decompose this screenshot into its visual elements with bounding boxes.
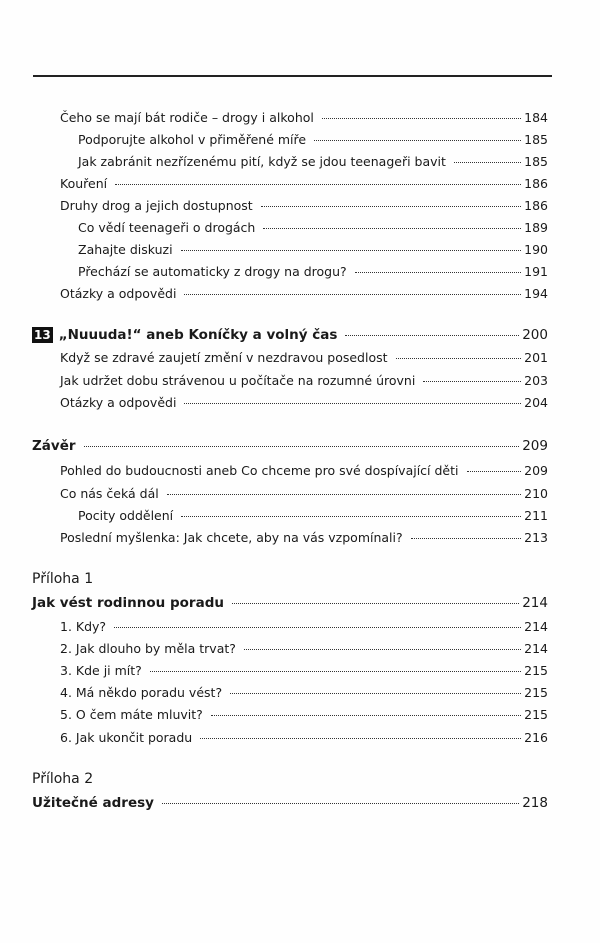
dot-leader xyxy=(244,649,521,650)
toc-entry xyxy=(60,197,548,215)
toc-entry-page: 210 xyxy=(524,486,548,501)
toc-entry-title: 4. Má někdo poradu vést? xyxy=(60,685,223,700)
appendix-title: Jak vést rodinnou poradu xyxy=(32,595,224,611)
dot-leader xyxy=(184,403,521,404)
toc-entry-title: Čeho se mají bát rodiče – drogy i alkohol xyxy=(60,110,314,125)
toc-entry-title: Kouření xyxy=(60,176,108,191)
toc-entry-page: 214 xyxy=(524,619,548,634)
dot-leader xyxy=(423,381,521,382)
toc-entry-title: Otázky a odpovědi xyxy=(60,286,177,301)
dot-leader xyxy=(181,250,522,251)
toc-entry-title: Jak udržet dobu strávenou u počítače na rozumné úrovni xyxy=(60,373,416,388)
toc-entry xyxy=(60,706,548,724)
chapter-heading xyxy=(32,326,548,344)
dot-leader xyxy=(211,715,521,716)
toc-entry xyxy=(78,241,548,259)
toc-entry-page: 215 xyxy=(524,663,548,678)
dot-leader xyxy=(454,162,521,163)
dot-leader xyxy=(467,471,522,472)
conclusion-heading xyxy=(32,437,548,455)
dot-leader xyxy=(322,118,521,119)
conclusion-title: Závěr xyxy=(32,438,76,454)
toc-entry-title: Přechází se automaticky z drogy na drogu? xyxy=(78,264,347,279)
toc-entry-page: 190 xyxy=(524,242,548,257)
conclusion-page: 209 xyxy=(522,438,548,454)
toc-entry-page: 184 xyxy=(524,110,548,125)
toc-entry xyxy=(60,529,548,547)
toc-entry-page: 191 xyxy=(524,264,548,279)
chapter-page: 200 xyxy=(522,327,548,343)
toc-entry xyxy=(60,640,548,658)
toc-entry-page: 213 xyxy=(524,530,548,545)
toc-entry-title: Když se zdravé zaujetí změní v nezdravou posedlost xyxy=(60,350,388,365)
toc-entry-page: 215 xyxy=(524,707,548,722)
toc-entry-page: 204 xyxy=(524,395,548,410)
toc-entry xyxy=(60,109,548,127)
toc-entry-title: Jak zabránit nezřízenému pití, když se jdou teenageři bavit xyxy=(78,154,446,169)
toc-entry-page: 186 xyxy=(524,176,548,191)
toc-entry-page: 203 xyxy=(524,373,548,388)
toc-entry-page: 185 xyxy=(524,132,548,147)
toc-entry-page: 215 xyxy=(524,685,548,700)
toc-entry-page: 189 xyxy=(524,220,548,235)
toc-entry-page: 201 xyxy=(524,350,548,365)
toc-entry-page: 185 xyxy=(524,154,548,169)
toc-entry-title: Zahajte diskuzi xyxy=(78,242,173,257)
toc-entry-title: Co nás čeká dál xyxy=(60,486,159,501)
dot-leader xyxy=(114,627,521,628)
dot-leader xyxy=(84,446,520,447)
toc-entry xyxy=(78,153,548,171)
dot-leader xyxy=(162,803,519,804)
appendix-title: Užitečné adresy xyxy=(32,795,154,811)
dot-leader xyxy=(184,294,521,295)
toc-entry-title: Pocity oddělení xyxy=(78,508,174,523)
toc-entry-title: 3. Kde ji mít? xyxy=(60,663,142,678)
toc-entry-title: Co vědí teenageři o drogách xyxy=(78,220,256,235)
dot-leader xyxy=(167,494,521,495)
toc-entry-title: 2. Jak dlouho by měla trvat? xyxy=(60,641,236,656)
toc-entry-title: Druhy drog a jejich dostupnost xyxy=(60,198,253,213)
toc-entry xyxy=(78,219,548,237)
toc-entry-page: 186 xyxy=(524,198,548,213)
appendix-label: Příloha 2 xyxy=(32,771,94,787)
dot-leader xyxy=(314,140,521,141)
toc-entry-page: 214 xyxy=(524,641,548,656)
toc-entry-page: 216 xyxy=(524,730,548,745)
dot-leader xyxy=(230,693,521,694)
dot-leader xyxy=(411,538,522,539)
chapter-number-badge: 13 xyxy=(34,328,51,342)
toc-entry xyxy=(60,394,548,412)
appendix-page: 218 xyxy=(522,795,548,811)
dot-leader xyxy=(345,335,519,336)
toc-entry xyxy=(60,729,548,747)
dot-leader xyxy=(181,516,521,517)
appendix-heading xyxy=(32,794,548,812)
toc-entry-page: 209 xyxy=(524,463,548,478)
toc-entry xyxy=(60,684,548,702)
toc-entry-title: 5. O čem máte mluvit? xyxy=(60,707,203,722)
toc-entry-title: Podporujte alkohol v přiměřené míře xyxy=(78,132,307,147)
appendix-label: Příloha 1 xyxy=(32,571,94,587)
toc-entry xyxy=(60,349,548,367)
toc-entry-title: Poslední myšlenka: Jak chcete, aby na vás vzpomínali? xyxy=(60,530,403,545)
toc-entry-title: 6. Jak ukončit poradu xyxy=(60,730,193,745)
dot-leader xyxy=(396,358,522,359)
toc-entry-title: Otázky a odpovědi xyxy=(60,395,177,410)
toc-entry-page: 211 xyxy=(524,508,548,523)
toc-entry xyxy=(60,285,548,303)
dot-leader xyxy=(355,272,521,273)
appendix-page: 214 xyxy=(522,595,548,611)
toc-entry-page: 194 xyxy=(524,286,548,301)
header-rule xyxy=(33,75,552,77)
dot-leader xyxy=(261,206,521,207)
dot-leader xyxy=(232,603,519,604)
dot-leader xyxy=(150,671,521,672)
dot-leader xyxy=(115,184,521,185)
toc-entry xyxy=(78,507,548,525)
toc-entry-title: 1. Kdy? xyxy=(60,619,107,634)
toc-entry xyxy=(60,618,548,636)
toc-entry xyxy=(60,485,548,503)
dot-leader xyxy=(200,738,521,739)
toc-entry xyxy=(60,662,548,680)
toc-entry xyxy=(60,175,548,193)
dot-leader xyxy=(263,228,521,229)
appendix-heading xyxy=(32,594,548,612)
toc-entry-title: Pohled do budoucnosti aneb Co chceme pro své dospívající děti xyxy=(60,463,459,478)
chapter-title: „Nuuuda!“ aneb Koníčky a volný čas xyxy=(58,327,338,343)
toc-entry xyxy=(60,372,548,390)
toc-entry xyxy=(78,131,548,149)
toc-entry xyxy=(60,462,548,480)
toc-entry xyxy=(78,263,548,281)
